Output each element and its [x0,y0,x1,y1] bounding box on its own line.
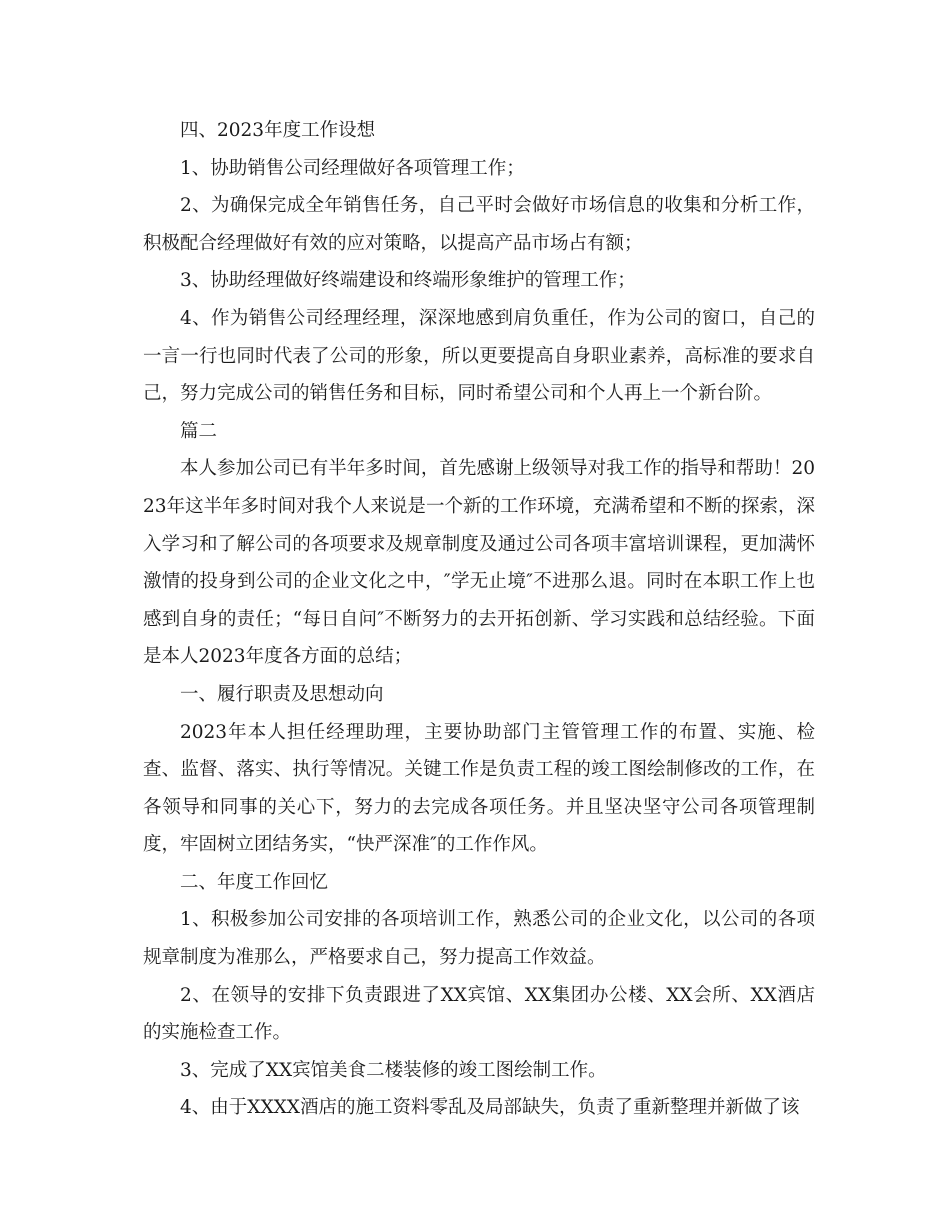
section-title-part-two: 篇二 [180,420,218,442]
document-body [143,112,815,1127]
heading-annual-review: 二、年度工作回忆 [180,871,329,893]
heading-duties: 一、履行职责及思想动向 [180,683,384,705]
plan-item-3: 3、协助经理做好终端建设和终端形象维护的管理工作； [180,270,636,292]
review-item-4: 4、由于XXXX酒店的施工资料零乱及局部缺失，负责了重新整理并新做了该 [180,1097,800,1119]
review-item-1: 1、积极参加公司安排的各项培训工作，熟悉公司的企业文化，以公司的各项规章制度为准那么，严格要求自己，努力提高工作效益。 [143,909,815,969]
review-item-2: 2、在领导的安排下负责跟进了XX宾馆、XX集团办公楼、XX会所、XX酒店的实施检查工作。 [143,984,815,1044]
plan-item-4: 4、作为销售公司经理经理，深深地感到肩负重任，作为公司的窗口，自己的一言一行也同时代表了公司的形象，所以更要提高自身职业素养，高标准的要求自己，努力完成公司的销售任务和目标，同时希望公司和个人再上一个新台阶。 [143,307,815,405]
plan-item-2: 2、为确保完成全年销售任务，自己平时会做好市场信息的收集和分析工作，积极配合经理做好有效的应对策略，以提高产品市场占有额； [143,195,815,254]
heading-work-plan: 四、2023年度工作设想 [180,120,376,141]
review-item-3: 3、完成了XX宾馆美食二楼装修的竣工图绘制工作。 [180,1059,607,1081]
plan-item-1: 1、协助销售公司经理做好各项管理工作； [180,157,525,179]
duties-paragraph: 2023年本人担任经理助理，主要协助部门主管管理工作的布置、实施、检查、监督、落实、执行等情况。关键工作是负责工程的竣工图绘制修改的工作，在各领导和同事的关心下，努力的去完成各项任务。并且坚决坚守公司各项管理制度，牢固树立团结务实，“快严深准″的工作作风。 [143,721,815,856]
intro-paragraph: 本人参加公司已有半年多时间，首先感谢上级领导对我工作的指导和帮助！2023年这半年多时间对我个人来说是一个新的工作环境，充满希望和不断的探索，深入学习和了解公司的各项要求及规章制度及通过公司各项丰富培训课程，更加满怀激情的投身到公司的企业文化之中，″学无止境″不进那么退。同时在本职工作上也感到自身的责任；“每日自问″不断努力的去开拓创新、学习实践和总结经验。下面是本人2023年度各方面的总结； [143,458,815,668]
